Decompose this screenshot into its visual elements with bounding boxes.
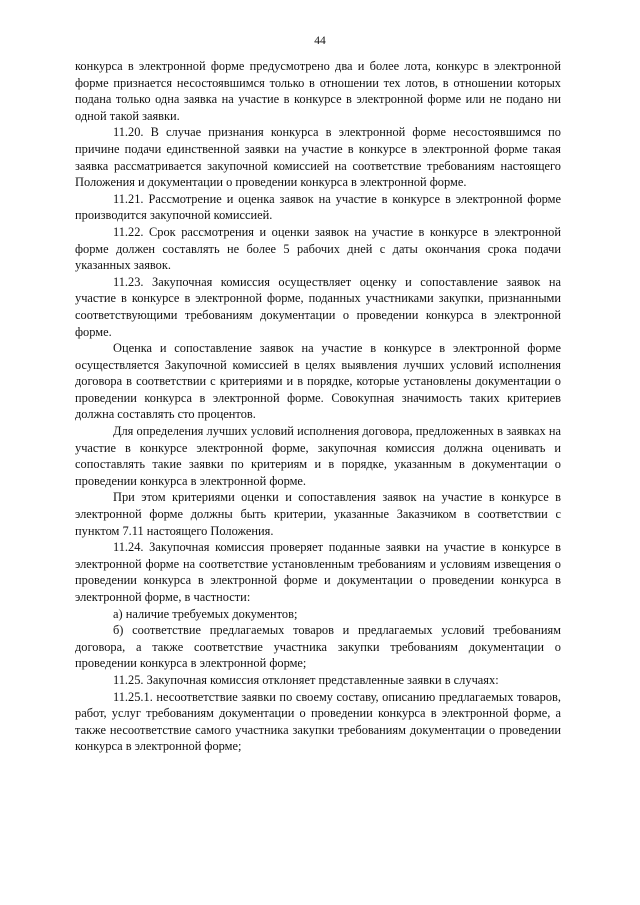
paragraph: а) наличие требуемых документов; [113,606,298,621]
paragraph: 11.25. Закупочная комиссия отклоняет представленные заявки в случаях: [113,672,499,687]
paragraph: Для определения лучших условий исполнения договора, предложенных в заявках на участие в конкурсе электронной форме, закупочная комиссия должна оценивать и сопоставлять такие заявки по критериям и в порядке, указанным в документации о проведении конкурса в электронной форме. [75,424,561,488]
paragraph: 11.24. Закупочная комиссия проверяет поданные заявки на участие в конкурсе в электронной форме на соответствие установленным требованиям и условиям извещения о проведении конкурса в электронной форме и документации о проведении конкурса в электронной форме, в частности: [75,540,561,604]
paragraph: 11.23. Закупочная комиссия осуществляет оценку и сопоставление заявок на участие в конкурсе в электронной форме, поданных участниками закупки, признанными соответствующими требованиям документации о проведении конкурса в электронной форме. [75,274,561,339]
paragraph: 11.21. Рассмотрение и оценка заявок на участие в конкурсе в электронной форме производится закупочной комиссией. [75,191,561,223]
paragraph: б) соответствие предлагаемых товаров и предлагаемых условий требованиям договора, а также соответствие участника закупки требованиям документации о проведении конкурса в электронной форме; [75,623,561,671]
paragraph: 11.22. Срок рассмотрения и оценки заявок на участие в конкурсе в электронной форме должен составлять не более 5 рабочих дней с даты окончания срока подачи указанных заявок. [75,224,561,273]
document-body [75,58,561,755]
paragraph: При этом критериями оценки и сопоставления заявок на участие в конкурсе в электронной форме должны быть критерии, указанные Заказчиком в соответствии с пунктом 7.11 настоящего Положения. [75,490,561,538]
paragraph: 11.25.1. несоответствие заявки по своему составу, описанию предлагаемых товаров, работ, услуг требованиям документации о проведении конкурса в электронной форме, а также несоответствие самого участника закупки требованиям документации о проведении конкурса в электронной форме; [75,689,561,754]
paragraph: 11.20. В случае признания конкурса в электронной форме несостоявшимся по причине подачи единственной заявки на участие в конкурсе в электронной форме такая заявка рассматривается закупочной комиссией на соответствие требованиям настоящего Положения и документации о проведении конкурса в электронной форме. [75,125,561,190]
paragraph: конкурса в электронной форме предусмотрено два и более лота, конкурс в электронной форме признается несостоявшимся только в отношении тех лотов, в отношении которых подана только одна заявка на участие в конкурсе в электронной форме или не подано ни одной такой заявки. [75,59,561,123]
page-number: 44 [314,35,326,47]
paragraph: Оценка и сопоставление заявок на участие в конкурсе в электронной форме осуществляется Закупочной комиссией в целях выявления лучших условий исполнения договора в соответствии с критериями и в порядке, которые установлены документации о проведении конкурса в электронной форме. Совокупная значимость таких критериев должна составлять сто процентов. [75,341,561,422]
